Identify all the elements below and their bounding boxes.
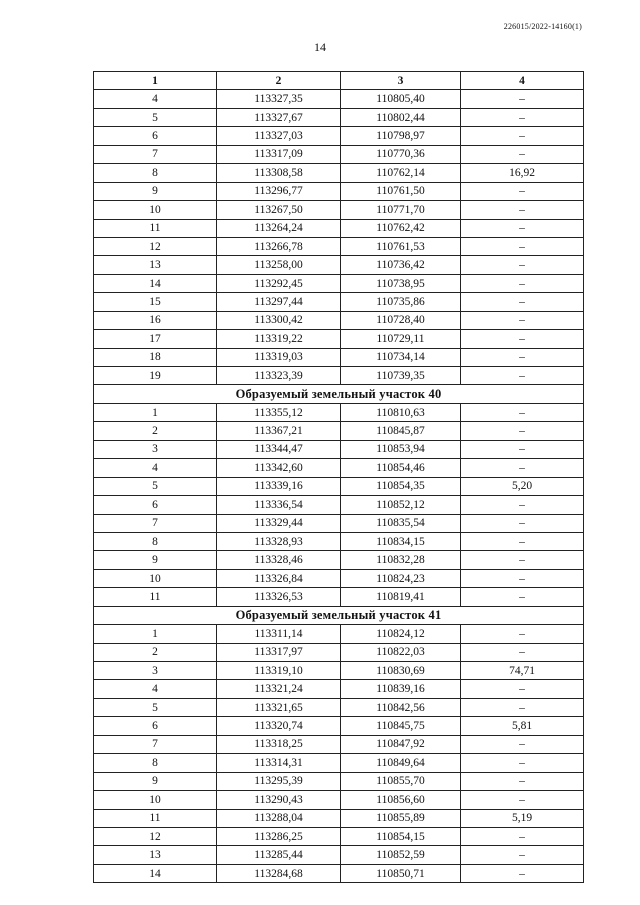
table-row [94,514,584,532]
x-coordinate-cell: 113285,44 [217,846,341,864]
value-cell: – [461,846,584,864]
point-number-cell: 12 [94,827,217,845]
x-coordinate-cell: 113342,60 [217,459,341,477]
value-cell: – [461,459,584,477]
table-row [94,662,584,680]
table-row [94,164,584,182]
y-coordinate-cell: 110839,16 [341,680,461,698]
value-cell: – [461,293,584,311]
y-coordinate-cell: 110798,97 [341,127,461,145]
point-number-cell: 8 [94,532,217,550]
y-coordinate-cell: 110845,87 [341,422,461,440]
x-coordinate-cell: 113300,42 [217,311,341,329]
value-cell: 16,92 [461,164,584,182]
point-number-cell: 2 [94,422,217,440]
y-coordinate-cell: 110852,59 [341,846,461,864]
table-row [94,293,584,311]
table-row [94,532,584,550]
value-cell: – [461,569,584,587]
table-row [94,90,584,108]
table-row [94,182,584,200]
x-coordinate-cell: 113311,14 [217,625,341,643]
point-number-cell: 5 [94,698,217,716]
value-cell: – [461,201,584,219]
y-coordinate-cell: 110824,12 [341,625,461,643]
table-row [94,201,584,219]
point-number-cell: 7 [94,735,217,753]
table-header-row [94,72,584,90]
point-number-cell: 6 [94,127,217,145]
point-number-cell: 1 [94,625,217,643]
x-coordinate-cell: 113323,39 [217,367,341,385]
x-coordinate-cell: 113328,93 [217,532,341,550]
table-row [94,219,584,237]
value-cell: – [461,532,584,550]
y-coordinate-cell: 110738,95 [341,274,461,292]
y-coordinate-cell: 110770,36 [341,145,461,163]
x-coordinate-cell: 113319,10 [217,662,341,680]
y-coordinate-cell: 110802,44 [341,108,461,126]
x-coordinate-cell: 113284,68 [217,864,341,882]
x-coordinate-cell: 113336,54 [217,496,341,514]
y-coordinate-cell: 110854,35 [341,477,461,495]
value-cell: – [461,367,584,385]
y-coordinate-cell: 110735,86 [341,293,461,311]
table-row [94,145,584,163]
point-number-cell: 8 [94,164,217,182]
y-coordinate-cell: 110762,14 [341,164,461,182]
point-number-cell: 5 [94,108,217,126]
point-number-cell: 9 [94,772,217,790]
value-cell: – [461,127,584,145]
x-coordinate-cell: 113314,31 [217,754,341,772]
y-coordinate-cell: 110771,70 [341,201,461,219]
point-number-cell: 14 [94,274,217,292]
column-header: 2 [217,72,341,90]
x-coordinate-cell: 113264,24 [217,219,341,237]
value-cell: – [461,330,584,348]
table-row [94,311,584,329]
table-row [94,348,584,366]
table-row [94,864,584,882]
y-coordinate-cell: 110824,23 [341,569,461,587]
table-row [94,330,584,348]
table-row [94,625,584,643]
point-number-cell: 10 [94,201,217,219]
table-row [94,237,584,255]
y-coordinate-cell: 110830,69 [341,662,461,680]
value-cell: – [461,643,584,661]
x-coordinate-cell: 113321,24 [217,680,341,698]
table-row [94,754,584,772]
x-coordinate-cell: 113318,25 [217,735,341,753]
x-coordinate-cell: 113328,46 [217,551,341,569]
point-number-cell: 15 [94,293,217,311]
section-title: Образуемый земельный участок 40 [94,385,584,403]
value-cell: 5,81 [461,717,584,735]
y-coordinate-cell: 110847,92 [341,735,461,753]
x-coordinate-cell: 113308,58 [217,164,341,182]
y-coordinate-cell: 110834,15 [341,532,461,550]
value-cell: – [461,754,584,772]
y-coordinate-cell: 110734,14 [341,348,461,366]
x-coordinate-cell: 113344,47 [217,440,341,458]
x-coordinate-cell: 113296,77 [217,182,341,200]
value-cell: – [461,348,584,366]
point-number-cell: 11 [94,588,217,606]
point-number-cell: 6 [94,496,217,514]
point-number-cell: 3 [94,440,217,458]
table-row [94,698,584,716]
x-coordinate-cell: 113295,39 [217,772,341,790]
y-coordinate-cell: 110855,89 [341,809,461,827]
column-header: 4 [461,72,584,90]
table-row [94,274,584,292]
value-cell: – [461,698,584,716]
value-cell: – [461,440,584,458]
value-cell: – [461,311,584,329]
table-row [94,643,584,661]
table-row [94,477,584,495]
table-row [94,772,584,790]
value-cell: 5,20 [461,477,584,495]
y-coordinate-cell: 110855,70 [341,772,461,790]
table-row [94,809,584,827]
point-number-cell: 14 [94,864,217,882]
y-coordinate-cell: 110819,41 [341,588,461,606]
x-coordinate-cell: 113288,04 [217,809,341,827]
table-body [94,90,584,883]
point-number-cell: 8 [94,754,217,772]
table-row [94,403,584,421]
y-coordinate-cell: 110736,42 [341,256,461,274]
x-coordinate-cell: 113339,16 [217,477,341,495]
x-coordinate-cell: 113327,35 [217,90,341,108]
point-number-cell: 12 [94,237,217,255]
y-coordinate-cell: 110822,03 [341,643,461,661]
y-coordinate-cell: 110854,15 [341,827,461,845]
point-number-cell: 4 [94,90,217,108]
point-number-cell: 10 [94,569,217,587]
value-cell: – [461,791,584,809]
table-row [94,496,584,514]
point-number-cell: 9 [94,551,217,569]
section-heading-row [94,385,584,403]
table-row [94,422,584,440]
x-coordinate-cell: 113267,50 [217,201,341,219]
value-cell: – [461,827,584,845]
y-coordinate-cell: 110761,53 [341,237,461,255]
x-coordinate-cell: 113319,03 [217,348,341,366]
y-coordinate-cell: 110762,42 [341,219,461,237]
x-coordinate-cell: 113319,22 [217,330,341,348]
point-number-cell: 10 [94,791,217,809]
page-number: 14 [314,40,326,54]
x-coordinate-cell: 113292,45 [217,274,341,292]
x-coordinate-cell: 113320,74 [217,717,341,735]
value-cell: – [461,145,584,163]
point-number-cell: 4 [94,459,217,477]
table-row [94,256,584,274]
x-coordinate-cell: 113355,12 [217,403,341,421]
table-row [94,588,584,606]
point-number-cell: 1 [94,403,217,421]
value-cell: – [461,735,584,753]
x-coordinate-cell: 113326,53 [217,588,341,606]
table-row [94,440,584,458]
y-coordinate-cell: 110849,64 [341,754,461,772]
point-number-cell: 2 [94,643,217,661]
table-row [94,551,584,569]
y-coordinate-cell: 110850,71 [341,864,461,882]
section-heading-row [94,606,584,624]
x-coordinate-cell: 113317,97 [217,643,341,661]
value-cell: – [461,274,584,292]
y-coordinate-cell: 110856,60 [341,791,461,809]
x-coordinate-cell: 113367,21 [217,422,341,440]
value-cell: – [461,625,584,643]
y-coordinate-cell: 110728,40 [341,311,461,329]
value-cell: – [461,422,584,440]
value-cell: – [461,864,584,882]
column-header: 3 [341,72,461,90]
value-cell: – [461,256,584,274]
point-number-cell: 11 [94,219,217,237]
point-number-cell: 13 [94,256,217,274]
y-coordinate-cell: 110845,75 [341,717,461,735]
x-coordinate-cell: 113317,09 [217,145,341,163]
table-row [94,846,584,864]
document-id: 226015/2022-14160(1) [503,22,582,31]
value-cell: – [461,496,584,514]
x-coordinate-cell: 113290,43 [217,791,341,809]
value-cell: – [461,108,584,126]
table-row [94,735,584,753]
value-cell: – [461,90,584,108]
x-coordinate-cell: 113327,67 [217,108,341,126]
point-number-cell: 9 [94,182,217,200]
x-coordinate-cell: 113321,65 [217,698,341,716]
point-number-cell: 17 [94,330,217,348]
x-coordinate-cell: 113266,78 [217,237,341,255]
value-cell: – [461,219,584,237]
value-cell: – [461,680,584,698]
table-row [94,367,584,385]
table-row [94,827,584,845]
value-cell: – [461,551,584,569]
y-coordinate-cell: 110852,12 [341,496,461,514]
column-header: 1 [94,72,217,90]
value-cell: – [461,403,584,421]
section-title: Образуемый земельный участок 41 [94,606,584,624]
y-coordinate-cell: 110810,63 [341,403,461,421]
table-row [94,459,584,477]
point-number-cell: 13 [94,846,217,864]
value-cell: 74,71 [461,662,584,680]
point-number-cell: 3 [94,662,217,680]
point-number-cell: 16 [94,311,217,329]
y-coordinate-cell: 110805,40 [341,90,461,108]
x-coordinate-cell: 113297,44 [217,293,341,311]
value-cell: – [461,772,584,790]
value-cell: – [461,182,584,200]
y-coordinate-cell: 110739,35 [341,367,461,385]
y-coordinate-cell: 110853,94 [341,440,461,458]
y-coordinate-cell: 110835,54 [341,514,461,532]
x-coordinate-cell: 113258,00 [217,256,341,274]
x-coordinate-cell: 113329,44 [217,514,341,532]
table-row [94,791,584,809]
point-number-cell: 5 [94,477,217,495]
y-coordinate-cell: 110832,28 [341,551,461,569]
value-cell: – [461,588,584,606]
table-row [94,569,584,587]
y-coordinate-cell: 110729,11 [341,330,461,348]
table-row [94,717,584,735]
y-coordinate-cell: 110761,50 [341,182,461,200]
y-coordinate-cell: 110842,56 [341,698,461,716]
x-coordinate-cell: 113327,03 [217,127,341,145]
table-row [94,680,584,698]
coordinates-table [93,71,584,883]
table-row [94,127,584,145]
point-number-cell: 11 [94,809,217,827]
point-number-cell: 18 [94,348,217,366]
y-coordinate-cell: 110854,46 [341,459,461,477]
value-cell: – [461,237,584,255]
value-cell: – [461,514,584,532]
point-number-cell: 6 [94,717,217,735]
point-number-cell: 7 [94,514,217,532]
table-row [94,108,584,126]
point-number-cell: 4 [94,680,217,698]
point-number-cell: 19 [94,367,217,385]
value-cell: 5,19 [461,809,584,827]
x-coordinate-cell: 113286,25 [217,827,341,845]
point-number-cell: 7 [94,145,217,163]
x-coordinate-cell: 113326,84 [217,569,341,587]
